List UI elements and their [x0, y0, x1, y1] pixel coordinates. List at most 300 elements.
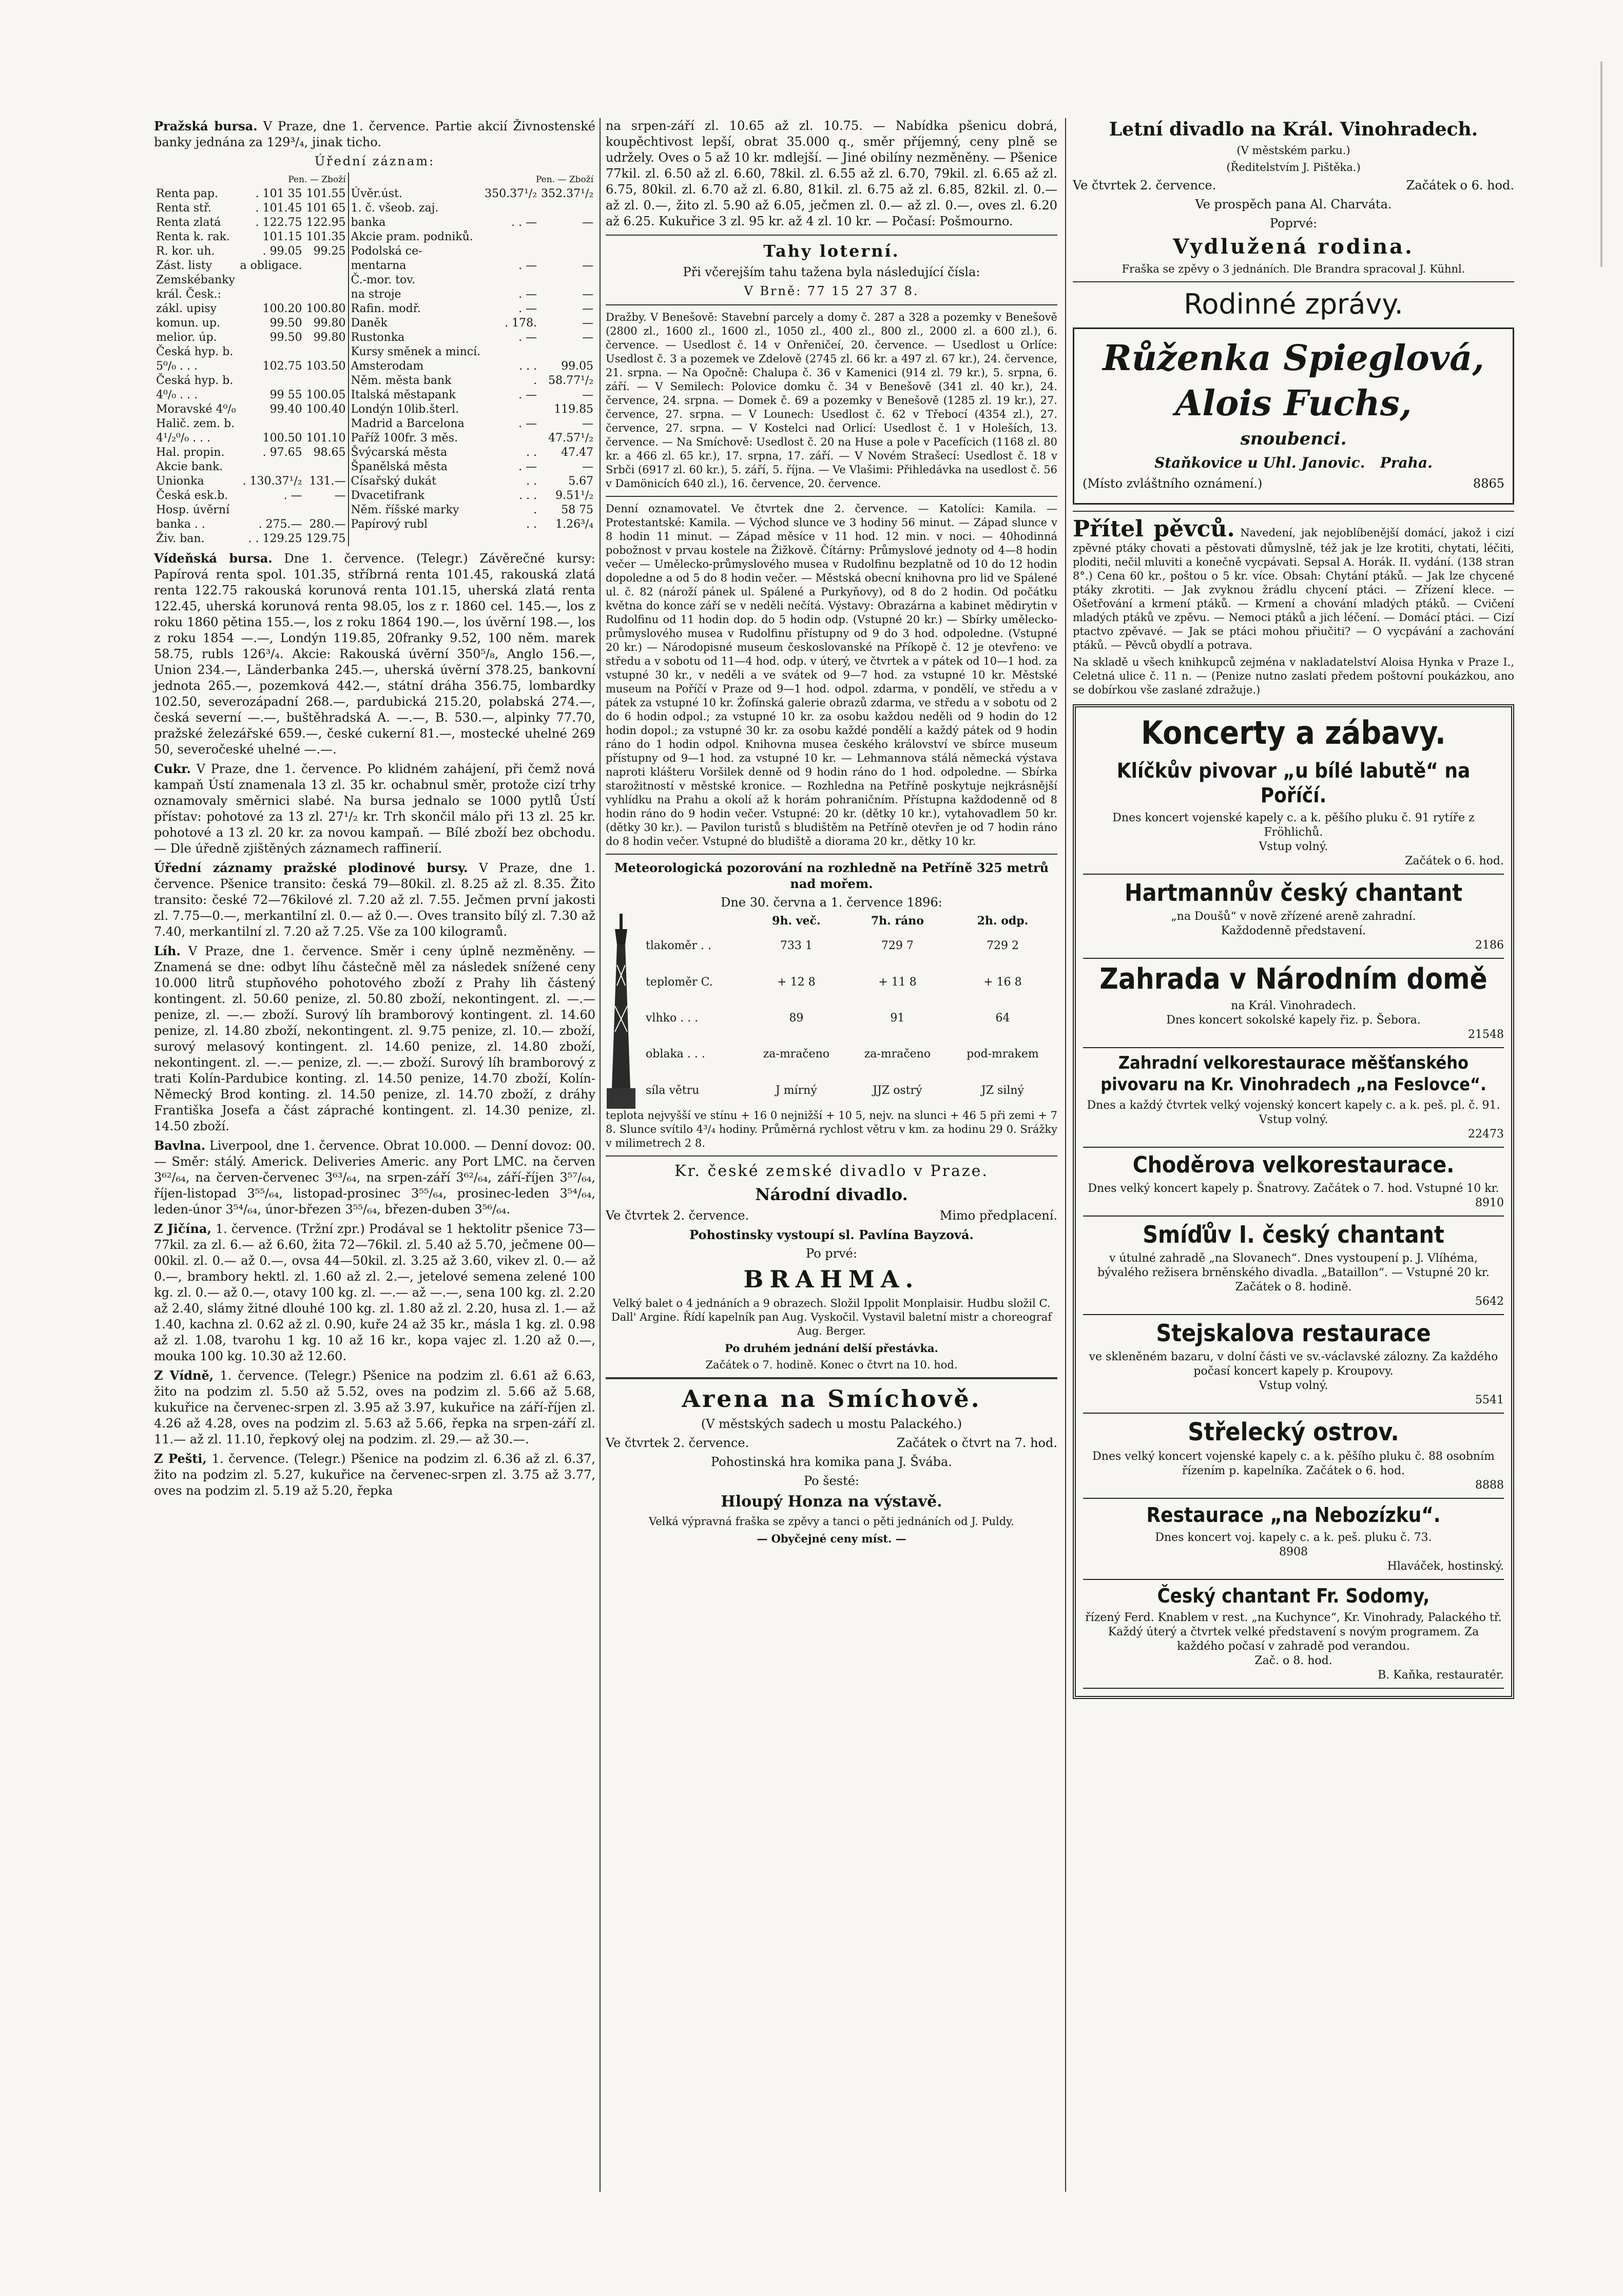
national-theatre-ad	[606, 1162, 1057, 1372]
table-cell	[482, 273, 539, 287]
groom-name: Alois Fuchs,	[1175, 383, 1412, 424]
market-report	[154, 1137, 595, 1218]
table-cell: Renta k. rak.	[156, 230, 230, 243]
concert-ad	[1083, 1148, 1504, 1217]
market-report-text: 1. července. (Telegr.) Pšenice na podzim zl. 6.61 až 6.63, žito na podzim zl. 5.50 až 5.52, oves na podzim zl. 5.66 až 5.68, kukuřice na červenec-srpen zl. 3.95 až 3.97, kukuřice na září-říjen zl. 4.26 až 4.28, oves na podzim zl. 5.63 až 5.66, řepka na srpen-září zl. 11.— až zl. 11.10, řepkový olej na podzim. zl. 29.— až 30.—.	[154, 1368, 595, 1446]
concert-ad-line: Vstup volný.	[1259, 840, 1328, 853]
concert-ad-line: 5541	[1475, 1394, 1504, 1406]
arena-heading: Arena na Smíchově.	[682, 1385, 981, 1413]
meteo-table	[644, 914, 1057, 1109]
concert-ad-title: Zahradní velkorestaurace měšťanského pivovaru na Kr. Vinohradech „na Feslovce“.	[1100, 1053, 1486, 1095]
meteo-summary: teplota nejvyšší ve stínu + 16 0 nejnižší + 10 5, nejv. na slunci + 46 5 při zemi + 7 8. Slunce svítilo 4³/₄ hodiny. Průměrná rychlost větru v km. za hodinu 29 0. Srážky v milimetrech 2 8.	[606, 1109, 1057, 1149]
petrin-tower-illustration	[606, 914, 636, 1109]
summer-theatre-director: (Ředitelstvím J. Pištěka.)	[1226, 161, 1361, 173]
table-cell: 352.37¹/₂	[541, 187, 594, 200]
table-row	[154, 216, 595, 230]
meteorological-report	[606, 860, 1057, 1150]
table-cell	[238, 503, 304, 517]
table-cell: . 101 35	[255, 187, 302, 200]
table-row	[154, 287, 595, 302]
table-cell: Švýcarská města	[349, 446, 483, 460]
table-row	[154, 201, 595, 216]
lottery-heading: Tahy loterní.	[763, 241, 900, 261]
meteo-column-header: 9h. več.	[772, 914, 821, 928]
theatre-title: BRAHMA.	[743, 1265, 920, 1293]
table-cell: . . .	[519, 489, 537, 502]
table-cell: komun. up.	[156, 317, 221, 330]
table-cell	[304, 345, 349, 359]
concert-ad	[1083, 959, 1504, 1048]
table-cell: Zást. listy	[156, 259, 212, 272]
table-cell: vlhko . . .	[646, 1011, 699, 1025]
concert-ad	[1083, 875, 1504, 959]
concert-ad-line: ve skleněném bazaru, v dolní části ve sv.-václavské zálozny. Za každého počasí koncert kapely p. Kroupovy.	[1089, 1350, 1498, 1378]
market-report-text: V Praze, dne 1. července. Pšenice transito: česká 79—80kil. zl. 8.25 až zl. 8.35. Žito transito: české 72—76kilové zl. 7.20 až zl. 7.55. Ječmen první jakosti zl. 7.75—0.—, merkantilní zl. 0.— až 0.—. Oves transito bílý zl. 7.30 až 7.40, merkantilní zl. 7.20 až 7.25. Vše za 100 kilogramů.	[154, 861, 595, 939]
table-cell	[304, 259, 349, 273]
table-cell: Renta pap.	[156, 187, 218, 200]
table-cell: Madrid a Barcelona	[349, 417, 483, 431]
table-cell: banka	[349, 216, 483, 230]
table-cell: a obligace.	[240, 259, 302, 272]
table-row	[154, 532, 595, 546]
table-row	[154, 230, 595, 244]
theatre-heading: Kr. české zemské divadlo v Praze.	[674, 1162, 989, 1180]
table-cell: 99.05	[561, 360, 594, 373]
arena-guest: Pohostinská hra komika pana J. Švába.	[711, 1455, 952, 1469]
summer-theatre-ad	[1073, 118, 1514, 276]
concert-ad-line: Dnes velký koncert kapely p. Šnatrovy. Začátek o 7. hod. Vstupné 10 kr.	[1088, 1182, 1499, 1195]
page-edge-shadow	[1600, 62, 1602, 267]
summer-theatre-heading: Letní divadlo na Král. Vinohradech.	[1109, 119, 1478, 140]
table-row	[154, 187, 595, 201]
table-cell: 100.50	[262, 432, 302, 445]
table-cell: Zemskébanky	[156, 274, 235, 286]
table-cell	[482, 244, 539, 259]
family-news-heading: Rodinné zprávy.	[1184, 288, 1403, 320]
table-cell	[482, 431, 539, 446]
table-row	[154, 402, 595, 417]
table-cell: Moravské 4⁰/₀	[156, 403, 236, 416]
table-cell: král. Česk.:	[156, 288, 221, 301]
auctions-notice: Dražby. V Benešově: Stavební parcely a domy č. 287 a 328 a pozemky v Benešově (2800 zl., 1600 zl., 1600 zl., 1050 zl., 400 zl., 800 zl., 2000 zl. a 600 zl.), 6. července. — Usedlost č. 14 v Onřeničeí, 20. července. — Usedlost u Orlíce: Usedlost č. 3 a pozemek ve Zdelově (2745 zl. 66 kr. a 497 zl. 67 kr.), 24. července, 21. srpna. — Na Opočně: Chalupa č. 36 v Kamenici (914 zl. 79 kr.), 5. srpna, 6. září. — V Semilech: Polovice domku č. 34 v Benešově (341 zl. 40 kr.), 24. července, 24. srpna. — Domek č. 69 a pozemky v Benešově (1285 zl. 19 kr.), 27. července, 27. srpna. — V Lounech: Usedlost č. 62 v Třebocí (4354 zl.), 27. července, 27. srpna. — V Kostelci nad Orlicí: Usedlost č. 1 v Holeších, 13. července. — Na Smíchově: Usedlost č. 20 na Huse a pole v Pacefícich (1168 zl. 80 kr. a 466 zl. 65 kr.), 17. srpna, 17. září. — V Novém Strašecí: Usedlost č. 18 v Srbči (6917 zl. 60 kr.), 5. září, 5. října. — Ve Vlašimi: Přihledávka na usedlost č. 56 v Damönicích 640 zl.), 16. července, 20. července.	[606, 311, 1057, 490]
table-cell: 99.50	[269, 317, 302, 330]
table-cell	[539, 201, 595, 216]
market-report	[154, 943, 595, 1134]
table-cell: 350.37¹/₂	[485, 187, 537, 200]
table-cell: Daněk	[349, 316, 483, 331]
summer-theatre-description: Fraška se zpěvy o 3 jednáních. Dle Brandra spracoval J. Kühnl.	[1122, 263, 1465, 275]
concert-ad-title: Střelecký ostrov.	[1188, 1418, 1399, 1446]
engagement-label: snoubenci.	[1240, 429, 1347, 449]
table-cell: 47.57¹/₂	[548, 432, 594, 445]
concerts-heading: Koncerty a zábavy.	[1141, 714, 1446, 751]
book-ad	[1073, 517, 1514, 652]
concert-ad-line: Hlaváček, hostinský.	[1387, 1560, 1504, 1573]
concert-ad-line: B. Kaňka, restauratér.	[1378, 1669, 1504, 1682]
table-cell	[539, 230, 595, 244]
table-cell: . 99.05	[262, 245, 302, 258]
table-cell: za-mračeno	[864, 1048, 931, 1061]
table-row	[154, 474, 595, 489]
concert-ad	[1083, 755, 1504, 875]
table-cell: —	[582, 302, 594, 315]
table-row	[154, 244, 595, 259]
meteo-heading: Meteorologická pozorování na rozhledně na Petříně 325 metrů nad mořem.	[614, 860, 1049, 891]
concert-ad-line: 5642	[1475, 1295, 1504, 1308]
table-cell: Česká hyp. b.	[156, 374, 234, 387]
table-cell: pod-mrakem	[967, 1048, 1039, 1061]
budapest-grain-report: na srpen-září zl. 10.65 až zl. 10.75. — Nabídka pšenicu dobrá, koupěchtivost lepší, obrat 35.000 q., směr příjemný, ceny plně se udržely. Oves o 5 až 10 kr. mdlejší. — Jiné obilíny nezměněny. — Pšenice 77kil. zl. 6.50 až zl. 6.60, 78kil. zl. 6.55 až zl. 6.70, 79kil. zl. 6.65 až zl. 6.75, 80kil. zl. 6.70 až zl. 6.80, 81kil. zl. 6.75 až zl. 6.85, 82kil. zl. 0.— až zl. 0.—, žito zl. 5.90 až 6.05, ječmen zl. 0.— až zl. 0.—, oves zl. 6.20 až 6.25. Kukuřice 3 zl. 95 kr. až 4 zl. 10 kr. — Počasí: Pošmourno.	[606, 119, 1057, 228]
table-cell	[482, 402, 539, 417]
table-cell	[304, 503, 349, 517]
concert-ad-line: Zač. o 8. hod.	[1254, 1654, 1332, 1667]
table-cell: Něm. říšské marky	[349, 503, 483, 517]
table-cell: Paříž 100fr. 3 měs.	[349, 431, 483, 446]
table-cell: Rustonka	[349, 331, 483, 345]
table-cell: 101.15	[262, 230, 302, 243]
concert-ad-line: Začátek o 6. hod.	[1405, 855, 1504, 867]
table-cell	[304, 417, 349, 431]
arena-date: Ve čtvrtek 2. července.	[606, 1436, 749, 1450]
theatre-subheading: Národní divadlo.	[755, 1185, 908, 1204]
market-report	[154, 860, 595, 940]
market-report-heading: Líh.	[154, 943, 181, 958]
table-cell: 102.75	[262, 360, 302, 373]
table-cell: 101 65	[306, 202, 346, 215]
table-cell	[539, 532, 595, 546]
table-cell: banka . .	[156, 518, 205, 531]
theatre-description: Velký balet o 4 jednáních a 9 obrazech. Složil Ippolit Monplaisir. Hudbu složil C. Dall' Argine. Řídí kapelník pan Aug. Vyskočil. Vystavil baletní mistr a choreograf Aug. Berger.	[611, 1297, 1052, 1337]
table-cell: . .	[526, 446, 537, 459]
table-cell	[238, 460, 304, 474]
table-cell: + 12 8	[777, 975, 816, 989]
table-cell: 47.47	[561, 446, 594, 459]
table-cell: 729 7	[881, 939, 914, 953]
market-report-heading: Cukr.	[154, 761, 191, 776]
table-row	[154, 302, 595, 316]
concert-ad-line: na Král. Vinohradech.	[1231, 999, 1356, 1012]
concert-ad-title: Hartmannův český chantant	[1124, 879, 1463, 906]
newspaper-page	[154, 98, 1514, 2253]
table-cell: . —	[518, 389, 537, 401]
arena-description: Velká výpravná fraška se zpěvy a tanci o pěti jednáních od J. Puldy.	[649, 1515, 1014, 1528]
table-cell: síla větru	[646, 1084, 700, 1097]
table-cell: tlakoměr . .	[646, 939, 711, 953]
table-row	[644, 1073, 1057, 1109]
concert-ad-line: Dnes velký koncert vojenské kapely c. a k. pěšího pluku č. 88 osobním řízením p. kapelníka. Začátek o 6. hod.	[1092, 1450, 1495, 1477]
table-cell	[238, 273, 304, 287]
table-cell: Česká hyp. b.	[156, 345, 234, 358]
table-cell: 119.85	[554, 403, 594, 416]
table-cell: 89	[789, 1011, 804, 1025]
table-cell: 101.55	[306, 187, 346, 200]
table-row	[154, 345, 595, 359]
table-cell	[482, 230, 539, 244]
concert-ad	[1083, 1499, 1504, 1580]
table-row	[154, 503, 595, 517]
table-cell: Hal. propin.	[156, 446, 225, 459]
table-cell: teploměr C.	[646, 975, 713, 989]
table-cell	[238, 345, 304, 359]
table-cell: R. kor. uh.	[156, 245, 215, 258]
summer-theatre-location: (V městském parku.)	[1236, 144, 1350, 157]
table-cell	[238, 287, 304, 302]
table-row	[154, 417, 595, 431]
market-report-heading: Z Vídně,	[154, 1368, 214, 1383]
table-cell: Něm. města bank	[349, 374, 483, 388]
table-cell: 99.40	[269, 403, 302, 416]
table-row	[644, 1036, 1057, 1072]
table-cell: 733 1	[780, 939, 813, 953]
table-cell: 91	[890, 1011, 905, 1025]
table-cell: . —	[518, 460, 537, 473]
table-cell: . —	[283, 489, 302, 502]
table-cell: Akcie pram. podniků.	[349, 230, 483, 244]
meteo-date: Dne 30. června a 1. července 1896:	[721, 895, 942, 910]
table-row	[644, 1000, 1057, 1036]
divider	[606, 235, 1057, 236]
table-cell: Rafin. modř.	[349, 302, 483, 316]
arena-footnote: — Obyčejné ceny míst. —	[757, 1532, 906, 1545]
market-report-text: 1. července. (Telegr.) Pšenice na podzim zl. 6.36 až zl. 6.37, žito na podzim zl. 5.27, kukuřice na červenec-srpen zl. 3.75 až 3.77, oves na podzim zl. 5.19 až 5.20, řepka	[154, 1452, 595, 1498]
book-description: Navedení, jak nejoblíbenější domácí, jakož i cizí zpěvné ptáky chovati a pěstovati důmyslně, též jak je lze krotiti, chytati, léčiti, ploditi, nečil mluviti a konečně vycpávati. Sepsal A. Horák. II. vydání. (138 stran 8°.) Cena 60 kr., poštou o 5 kr. více. Obsah: Chytání ptáků. — Jak lze chycené ptáky zkrotiti. — Jak zvyknou žrádlu chycení ptáci. — Zřízení klece. — Ošetřování a krmení ptáků. — Krmení a chování mladých ptáků. — Cvičení mladých ptáků ve zpěvu. — Nemoci ptáků a jich léčení. — Domácí ptáci. — Cizí ptactvo zpěvavé. — Jak se ptáci mohou přiučiti? — O vycpávání a zachování ptáků. — Pěvců obydlí a potrava.	[1073, 527, 1514, 651]
market-report	[154, 761, 595, 857]
table-cell: 4¹/₂⁰/₀ . . .	[156, 432, 211, 445]
table-cell: Londýn 10lib.šterl.	[349, 402, 483, 417]
table-cell: . 97.65	[262, 446, 302, 459]
concert-ad-line: Dnes koncert voj. kapely c. a k. peš. pluku č. 73.	[1155, 1531, 1432, 1544]
table-cell: Italská městapank	[349, 388, 483, 402]
table-cell: 98.65	[313, 446, 346, 459]
table-row	[644, 928, 1057, 964]
market-report-text: V Praze, dne 1. července. Po klidném zahájení, při čemž nová kampaň Ústí znamenala 13 zl. 35 kr. ochabnul směr, protože cizí trhy oznamovaly směrnici slabé. Na bursa jednalo se 1000 pytlů Ústí přístav: pohotové za 13 zl. 27¹/₂ kr. Trh skončil málo při 13 zl. 25 kr. pohotové a 13 zl. 20 kr. za novou kampaň. — Bílé zboží bez obchodu. — Dle úředně zjištěných záznamech raffinerií.	[154, 762, 595, 856]
table-cell: —	[582, 259, 594, 272]
market-report-heading: Bavlna.	[154, 1138, 206, 1153]
concert-ad-line: Vstup volný.	[1259, 1379, 1328, 1392]
concert-ad-title: Zahrada v Národním domě	[1099, 962, 1487, 996]
table-cell: 4⁰/₀ . . .	[156, 389, 198, 401]
market-reports	[154, 550, 595, 1499]
table-cell: 64	[995, 1011, 1010, 1025]
exchange-rates-table	[154, 172, 595, 546]
arena-prompt: Po šesté:	[803, 1474, 860, 1488]
table-cell: —	[582, 389, 594, 401]
summer-theatre-benefit: Ve prospěch pana Al. Charváta.	[1195, 197, 1392, 211]
column-left	[154, 118, 595, 1502]
table-cell: . 122.75	[255, 216, 302, 229]
concert-ad-line: 8888	[1475, 1479, 1504, 1492]
table-row	[154, 259, 595, 273]
ad-number: 8865	[1473, 476, 1504, 491]
table-cell: melior. úp.	[156, 331, 217, 344]
concert-ad-line: 2186	[1475, 939, 1504, 952]
engagement-announcement	[1073, 327, 1514, 505]
table-cell: 5.67	[568, 475, 594, 488]
table-cell: . —	[518, 288, 537, 301]
table-cell: Španělská města	[349, 460, 483, 474]
table-cell: .	[533, 504, 537, 516]
table-cell: 100.40	[306, 403, 346, 416]
market-report	[154, 1367, 595, 1448]
concert-ad-line: Dnes koncert vojenské kapely c. a k. pěšího pluku č. 91 rytíře z Fröhlichů.	[1112, 812, 1475, 839]
bride-name: Růženka Spieglová,	[1103, 338, 1484, 379]
table-row	[154, 517, 595, 532]
table-cell: Akcie bank.	[156, 460, 223, 473]
summer-theatre-date: Ve čtvrtek 2. července.	[1073, 178, 1216, 192]
table-cell: —	[334, 489, 346, 502]
daily-announcer: Denní oznamovatel. Ve čtvrtek dne 2. července. — Katolíci: Kamila. — Protestantské: Kamila. — Východ slunce ve 3 hodiny 56 minut. — Západ slunce v 8 hodin 11 minut. — Západ měsíce v 11 hod. 12 min. v noci. — 40hodinná pobožnost v prvau kostele na Žižkově. Čítárny: Průmyslové jednoty od 4—8 hodin večer — Umělecko-průmyslového musea v Rudolfinu bezplatně od 10 do 12 hodin dopoledne a od 5 do 8 hodin večer. — Městská obecní knihovna pro lid ve Spálené ul. č. 82 (nároží pánek ul. Spálené a Purkyňovy), od 8 do 2 hodin. Od počátku května do konce září se v neděli nečítá. Výstavy: Obrazárna a kabinet mědirytin v Rudolfinu od 11 hodin dop. do 5 hodin odp. (Vstupné 20 kr.) — Sbírky umělecko-průmyslového musea v Rudolfinu přístupny od 9 do 3 hod. odpoledne. (Vstupné 20 kr.) — Národopisné museum českoslovanské na Příkopě č. 12 je otevřeno: ve středu a v sobotu od 11—4 hod. odp. v úterý, ve čtvrtek a v pátek od 10—1 hod. za vstupné 30 kr., v neděli a ve svátek od 9—7 hod. za vstupné 10 kr. Městské museum na Poříčí v Praze od 9—1 hod. odpol. zdarma, v pondělí, ve středu a v pátek za vstupné 10 kr. Žofínská galerie obrazů zdarma, ve středu a v sobotu od 2 do 6 hodin odpol.; za vstupné 10 kr. za osobu každou neděli od 9 hodin do 12 hodin dopol.; za vstupné 30 kr. za osobu každé pondělí a každý pátek od 9 hodin ráno do 1 hodin odpol. Knihovna musea českého království ve sbírce museum přístupny od 9—1 hod. za vstupné 10 kr. — Lehmannova stálá německá výstava naproti klášteru Voršilek denně od 9 hodin ráno do 1 hod. odpoledne. — Sbírka starožitností v městské kronice. — Rozhledna na Petříně poskytuje nejkrásnější vyhlídku na Prahu a okolí až k horám pohraničním. Přístupna každodenně od 8 hodin ráno do 9 hodin večer. Vstupné: 20 kr. (dětky 10 kr.), vytahovadlem 50 kr. (dětky 30 kr.). — Pavilon turistů s bludištěm na Petříně otevřen je od 7 hodin ráno do 8 hodin večer. Vstupné do bludiště a diorama 20 kr., dětky 10 kr.	[606, 503, 1057, 847]
theatre-note: Mimo předplacení.	[939, 1208, 1057, 1223]
concert-ad-line: řízený Ferd. Knablem v rest. „na Kuchynce“, Kr. Vinohrady, Palackého tř. Každý úterý a čtvrtek velké představení s novým programem. Za každého počasí v zahradě pod verandou.	[1085, 1611, 1502, 1653]
table-cell	[304, 374, 349, 388]
table-row	[154, 388, 595, 402]
table-cell: mentarna	[349, 259, 483, 273]
divider	[606, 1155, 1057, 1156]
table-row	[154, 331, 595, 345]
table-cell: Podolská ce-	[349, 244, 483, 259]
table-row	[154, 374, 595, 388]
table-cell: 99 55	[269, 389, 302, 401]
table-cell: 129.75	[306, 532, 346, 545]
table-cell: + 11 8	[878, 975, 917, 989]
table-cell: Amsterodam	[349, 359, 483, 374]
market-report	[154, 550, 595, 758]
concert-ads-list	[1083, 755, 1504, 1689]
table-cell	[238, 417, 304, 431]
concert-ad-title: Český chantant Fr. Sodomy,	[1157, 1585, 1430, 1607]
market-report	[154, 1451, 595, 1499]
arena-title: Hloupý Honza na výstavě.	[721, 1493, 942, 1511]
column-right	[1073, 118, 1514, 1706]
concert-ad-line: Dnes a každý čtvrtek velký vojenský koncert kapely c. a k. peš. pl. č. 91. Vstup volný.	[1087, 1099, 1500, 1126]
divider	[606, 1377, 1057, 1379]
table-cell	[482, 345, 539, 359]
table-row	[154, 446, 595, 460]
table-cell: . —	[518, 259, 537, 272]
table-cell: —	[582, 317, 594, 330]
table-cell: Renta zlatá	[156, 216, 221, 229]
table-cell: . 101.45	[255, 202, 302, 215]
table-cell	[539, 345, 595, 359]
prague-exchange-intro	[154, 118, 595, 150]
table-cell: 58 75	[561, 504, 594, 516]
prague-exchange-heading: Pražská bursa.	[154, 119, 258, 133]
arena-subheading: (V městských sadech u mostu Palackého.)	[701, 1417, 962, 1431]
table-row	[154, 359, 595, 374]
concert-ad-title: Smíďův I. český chantant	[1143, 1221, 1444, 1248]
table-cell: . . —	[511, 216, 537, 229]
table-cell: —	[582, 331, 594, 344]
lottery-intro: Při včerejším tahu tažena byla následující čísla:	[683, 265, 980, 279]
table-cell: 101.35	[306, 230, 346, 243]
table-cell: Hosp. úvěrní	[156, 504, 230, 516]
table-cell: 122.95	[306, 216, 346, 229]
table-cell: 100.80	[306, 302, 346, 315]
divider	[1073, 511, 1514, 512]
table-row	[154, 316, 595, 331]
concert-ad-line: 21548	[1468, 1028, 1504, 1041]
market-report-heading: Z Pešti,	[154, 1451, 207, 1466]
meteo-column-header: 2h. odp.	[977, 914, 1029, 928]
table-cell: Unionka	[156, 475, 204, 488]
book-publisher: Na skladě u všech knihkupců zejména v nakladatelství Aloisa Hynka v Praze I., Celetná ulice č. 11 n. — (Penize nutno zaslati předem poštovní poukázkou, ano se dobírkou vše zaslané zdražuje.)	[1073, 656, 1514, 696]
table-cell: Živ. ban.	[156, 532, 205, 545]
table-cell	[349, 532, 483, 546]
table-cell: 100.05	[306, 389, 346, 401]
table-cell: za-mračeno	[763, 1048, 830, 1061]
summer-theatre-prompt: Poprvé:	[1269, 216, 1318, 230]
table-cell: na stroje	[349, 287, 483, 302]
table-cell: 99.25	[313, 245, 346, 258]
table-cell: Halič. zem. b.	[156, 417, 235, 430]
concert-ad-line: 8910	[1475, 1197, 1504, 1209]
table-cell: . . 129.25	[248, 532, 302, 545]
table-cell: zákl. upisy	[156, 302, 217, 315]
table-row	[644, 964, 1057, 1000]
table-cell: .	[533, 374, 537, 387]
market-report	[154, 1221, 595, 1364]
concert-ad-title: Restaurace „na Nebozízku“.	[1146, 1503, 1441, 1527]
table-cell: —	[582, 460, 594, 473]
table-row	[154, 489, 595, 503]
table-cell: 101.10	[306, 432, 346, 445]
table-cell: Úvěr.úst.	[349, 187, 483, 201]
table-cell: . —	[518, 417, 537, 430]
table-cell: JJZ ostrý	[873, 1084, 922, 1097]
concert-ad	[1083, 1580, 1504, 1689]
market-report-text: Dne 1. července. (Telegr.) Závěrečné kursy: Papírová renta spol. 101.35, stříbrná renta 101.45, rakouská zlatá renta 122.75 rakouská korunová renta 101.15, uherská zlatá renta 122.45, uherská korunová renta 98.05, los z r. 1860 cel. 145.—, los z roku 1860 pětina 155.—, los z roku 1864 190.—, los úvěrní 198.—, los z roku 1854 —.—, Londýn 119.85, 20franky 9.52, 100 něm. marek 58.75, rubls 126³/₄. Akcie: Rakouská úvěrní 350⁵/₈, Anglo 156.—, Union 234.—, Länderbanka 245.—, uherská úvěrní 378.25, bankovní jednota 265.—, pozemková 442.—, státní dráha 356.75, lombardky 102.50, severozápadní 268.—, pardubická 215.20, polabská 274.—, česká severní —.—, buštěhradská A. —.—, B. 530.—, alpinky 77.70, pražské železářské 659.—, české cukerní 81.—, mostecké uhelné 269 50, severočeské uhelné —.—.	[154, 551, 595, 757]
market-report-heading: Vídeňská bursa.	[154, 551, 273, 566]
market-report-text: Liverpool, dne 1. července. Obrat 10.000. — Denní dovoz: 00. — Směr: stálý. Americk. Deliveries Americ. any Port LMC. na červen 3⁶²/₆₄, na červen-červenec 3⁶³/₆₄, na srpen-září 3⁶²/₆₄, září-říjen 3⁵⁷/₆₄, říjen-listopad 3⁵⁵/₆₄, listopad-prosinec 3⁵⁵/₆₄, prosinec-leden 3⁵⁴/₆₄, leden-únor 3⁵⁴/₆₄, únor-březen 3⁵⁵/₆₄, březen-duben 3⁵⁶/₆₄.	[154, 1139, 595, 1217]
table-cell	[539, 244, 595, 259]
market-report-heading: Z Jičína,	[154, 1221, 211, 1236]
table-cell: + 16 8	[983, 975, 1022, 989]
market-report-text: V Praze, dne 1. července. Směr i ceny úplně nezměněny. — Znamená se dne: odbyt líhu částečně měl za následek snížené ceny 10.000 litrů stupňového pohotového zboží z Prahy lih částený kontingent. zl. 50.60 penize, zl. 50.80 zboží, nekontingent. zl. —.— penize, zl. —.— zboží. Surový líh bramborový kontingent. zl. 14.60 penize, zl. 14.80 zboží, nekontingent. zl. 9.75 penize, zl. 10.— zboží, surový melasový kontingent. zl. 14.60 penize, zl. 14.80 zboží, nekontingent. zl. —.— penize, zl. —.— zboží. Surový líh bramborový z trati Kolín-Pardubice konting. zl. 14.50 penize, 14.70 zboží, Kolín-Německý Brod konting. zl. 14.50 penize, zl. 14.70 zboží, z dráhy Františka Josefa a část zápraché kontingent. zl. 14.30 penize, zl. 14.50 zboží.	[154, 944, 595, 1133]
concert-ad-line: Každodenně představení.	[1221, 924, 1366, 937]
concert-ad	[1083, 1315, 1504, 1414]
table-cell	[304, 287, 349, 302]
header-bid-offer: Pen. — Zboží	[535, 175, 594, 185]
table-cell: 99.80	[313, 317, 346, 330]
book-title: Přítel pěvců.	[1073, 516, 1235, 542]
table-cell: . 130.37¹/₂	[242, 475, 302, 488]
theatre-time: Začátek o 7. hodině. Konec o čtvrt na 10. hod.	[705, 1359, 958, 1371]
summer-theatre-title: Vydlužená rodina.	[1173, 235, 1414, 259]
lottery-numbers: V Brně: 77 15 27 37 8.	[744, 284, 919, 298]
theatre-date: Ve čtvrtek 2. července.	[606, 1208, 749, 1223]
summer-theatre-start: Začátek o 6. hod.	[1406, 178, 1514, 192]
theatre-guest: Pohostinsky vystoupí sl. Pavlína Bayzová.	[689, 1227, 974, 1242]
table-cell: Renta stř.	[156, 202, 211, 215]
table-cell: . 178.	[505, 317, 537, 330]
table-cell: Papírový rubl	[349, 517, 483, 532]
table-cell: —	[582, 417, 594, 430]
concert-ad-line: 22473	[1468, 1128, 1504, 1141]
concert-ad	[1083, 1414, 1504, 1499]
table-cell: 58.77¹/₂	[548, 374, 594, 387]
theatre-prompt: Po prvé:	[806, 1246, 857, 1261]
arena-ad	[606, 1384, 1057, 1546]
divider	[606, 854, 1057, 855]
concert-ad-title: Klíčkův pivovar „u bílé labutě“ na Poříčí.	[1116, 759, 1471, 807]
concert-ad-line: v útulné zahradě „na Slovanech“. Dnes vystoupení p. J. Vlíhéma, bývalého režisera brněnského divadla. „Bataillon“. — Vstupné 20 kr. Začátek o 8. hodině.	[1097, 1252, 1490, 1294]
table-row	[154, 460, 595, 474]
column-middle	[606, 118, 1057, 1549]
table-cell: 729 2	[986, 939, 1019, 953]
table-cell: Kursy směnek a mincí.	[349, 345, 483, 359]
column-rule	[1065, 118, 1066, 2192]
table-cell: 5⁰/₀ . . .	[156, 360, 198, 373]
